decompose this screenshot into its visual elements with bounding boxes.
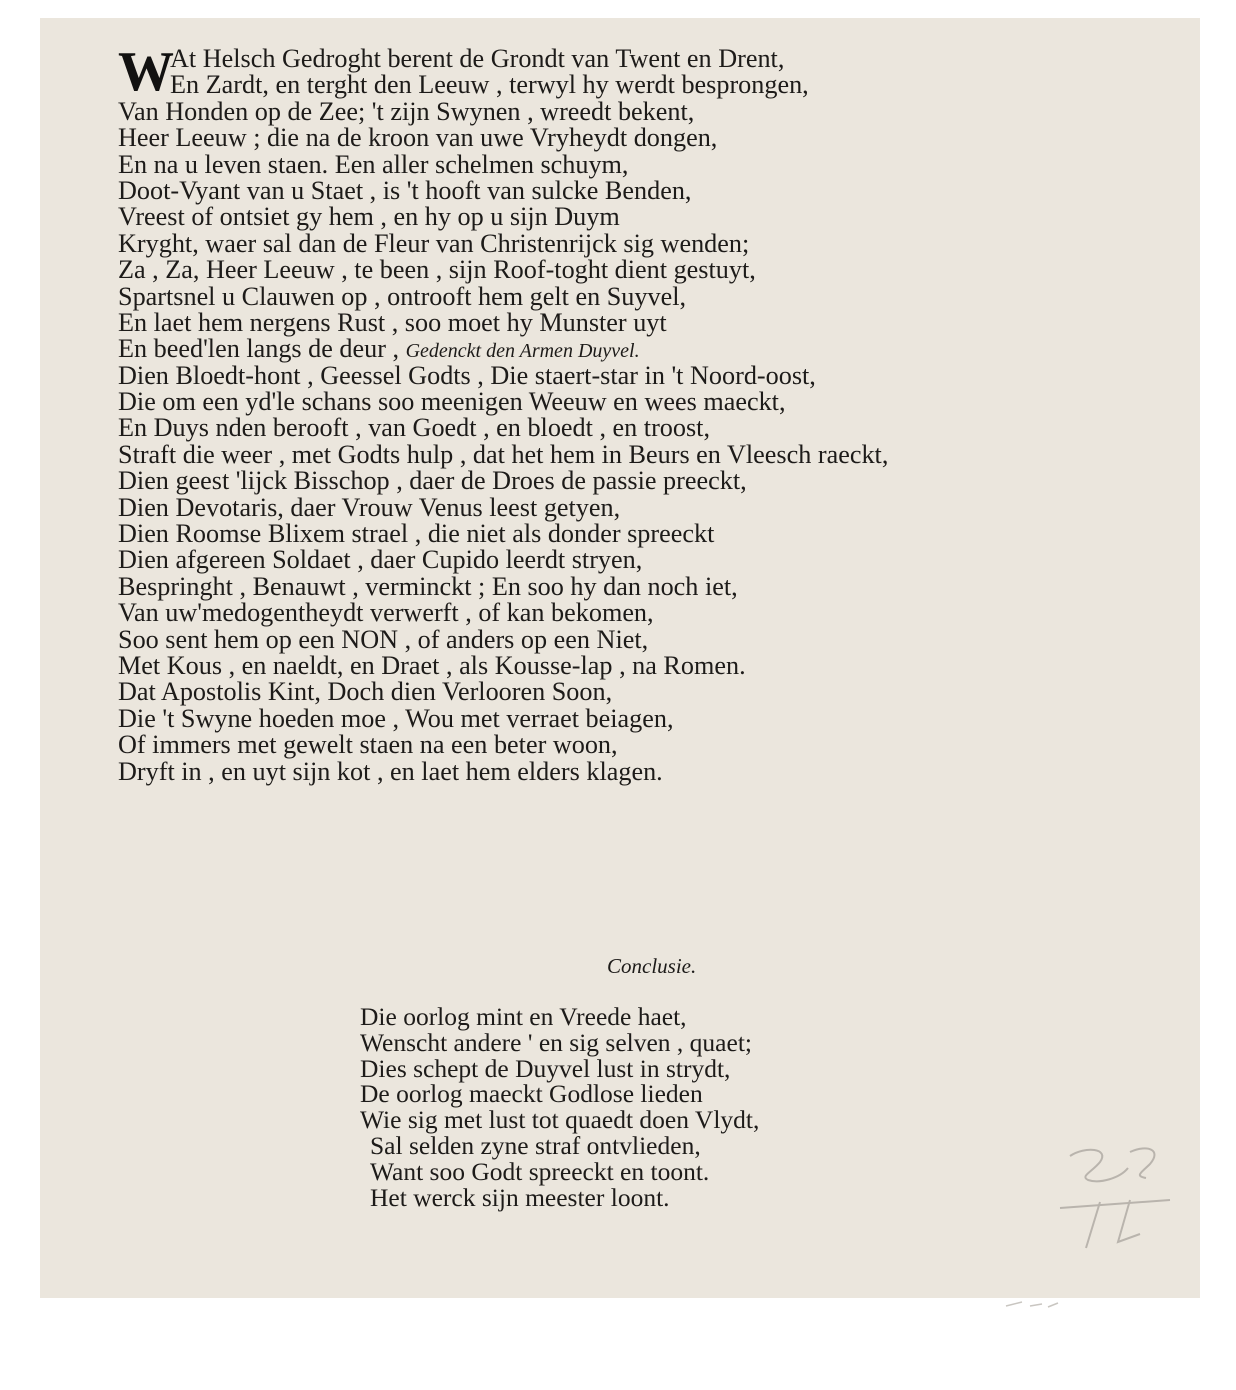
- poem-line: En na u leven staen. Een aller schelmen schuym,: [118, 149, 629, 179]
- poem-line: Of immers met gewelt staen na een beter woon,: [118, 730, 618, 760]
- poem-line-text: At Helsch Gedroght berent de Grondt van Twent en Drent,: [170, 44, 785, 73]
- poem-line: Dien afgereen Soldaet , daer Cupido leerdt stryen,: [118, 545, 643, 575]
- poem-line: Dien Devotaris, daer Vrouw Venus leest getyen,: [118, 492, 621, 522]
- poem-line: Van Honden op de Zee; 't zijn Swynen , wreedt bekent,: [118, 96, 695, 126]
- poem-line: Dryft in , en uyt sijn kot , en laet hem elders klagen.: [118, 756, 663, 786]
- margin-mark: [1002, 1298, 1062, 1310]
- poem-line: [118, 46, 1178, 72]
- poem-line: En Duys nden berooft , van Goedt , en bloedt , en troost,: [118, 413, 711, 443]
- poem-line: En laet hem nergens Rust , soo moet hy Munster uyt: [118, 307, 667, 337]
- poem-line: Die 't Swyne hoeden moe , Wou met verraet beiagen,: [118, 703, 674, 733]
- conclusion-line: Die oorlog mint en Vreede haet,: [360, 1002, 687, 1031]
- poem-line: Dat Apostolis Kint, Doch dien Verlooren Soon,: [118, 677, 613, 707]
- poem-line: Van uw'medogentheydt verwerft , of kan bekomen,: [118, 598, 654, 628]
- poem-line: Soo sent hem op een NON , of anders op een Niet,: [118, 624, 649, 654]
- conclusion-verse: [360, 1004, 1060, 1210]
- conclusion-line: Sal selden zyne straf ontvlieden,: [370, 1130, 701, 1160]
- conclusion-heading: Conclusie.: [607, 954, 697, 978]
- drop-cap-initial: W: [118, 41, 174, 103]
- poem-line: Za , Za, Heer Leeuw , te been , sijn Roof-toght dient gestuyt,: [118, 255, 756, 285]
- poem-line: Bespringht , Benauwt , verminckt ; En soo hy dan noch iet,: [118, 571, 738, 601]
- conclusion-line: Wenscht andere ' en sig selven , quaet;: [360, 1027, 752, 1057]
- pencil-annotation: [1030, 1138, 1200, 1268]
- poem-line-text: En Zardt, en terght den Leeuw , terwyl hy werdt besprongen,: [170, 70, 809, 100]
- poem-line: Kryght, waer sal dan de Fleur van Christenrijck sig wenden;: [118, 228, 750, 258]
- conclusion-line: Want soo Godt spreeckt en toont.: [370, 1156, 710, 1186]
- poem-line: Vreest of ontsiet gy hem , en hy op u sijn Duym: [118, 202, 620, 232]
- poem-line: Dien Bloedt-hont , Geessel Godts , Die staert-star in 't Noord-oost,: [118, 360, 816, 390]
- conclusion-line: Het werck sijn meester loont.: [370, 1182, 670, 1212]
- poem-line: Straft die weer , met Godts hulp , dat het hem in Beurs en Vleesch raeckt,: [118, 439, 889, 469]
- italic-note: Gedenckt den Armen Duyvel.: [405, 340, 640, 363]
- poem-line-text: En beed'len langs de deur ,: [118, 334, 406, 364]
- poem-line: Dien Roomse Blixem strael , die niet als donder spreeckt: [118, 519, 715, 549]
- poem-line: Heer Leeuw ; die na de kroon van uwe Vryheydt dongen,: [118, 123, 718, 153]
- poem-line: Dien geest 'lijck Bisschop , daer de Droes de passie preeckt,: [118, 466, 747, 496]
- printed-sheet: [40, 18, 1200, 1298]
- poem-line: Die om een yd'le schans soo meenigen Weeuw en wees maeckt,: [118, 387, 786, 417]
- poem-line: [118, 72, 1178, 98]
- poem-line: Doot-Vyant van u Staet , is 't hooft van sulcke Benden,: [118, 175, 692, 205]
- conclusion-line: De oorlog maeckt Godlose lieden: [360, 1079, 703, 1109]
- poem-line-with-note: [118, 336, 1178, 362]
- poem-line: Met Kous , en naeldt, en Draet , als Kousse-lap , na Romen.: [118, 650, 746, 680]
- poem-body: [118, 41, 1178, 786]
- conclusion-line: Wie sig met lust tot quaedt doen Vlydt,: [360, 1105, 760, 1135]
- conclusion-line: Dies schept de Duyvel lust in strydt,: [360, 1053, 731, 1083]
- poem-line: Spartsnel u Clauwen op , ontrooft hem gelt en Suyvel,: [118, 281, 687, 311]
